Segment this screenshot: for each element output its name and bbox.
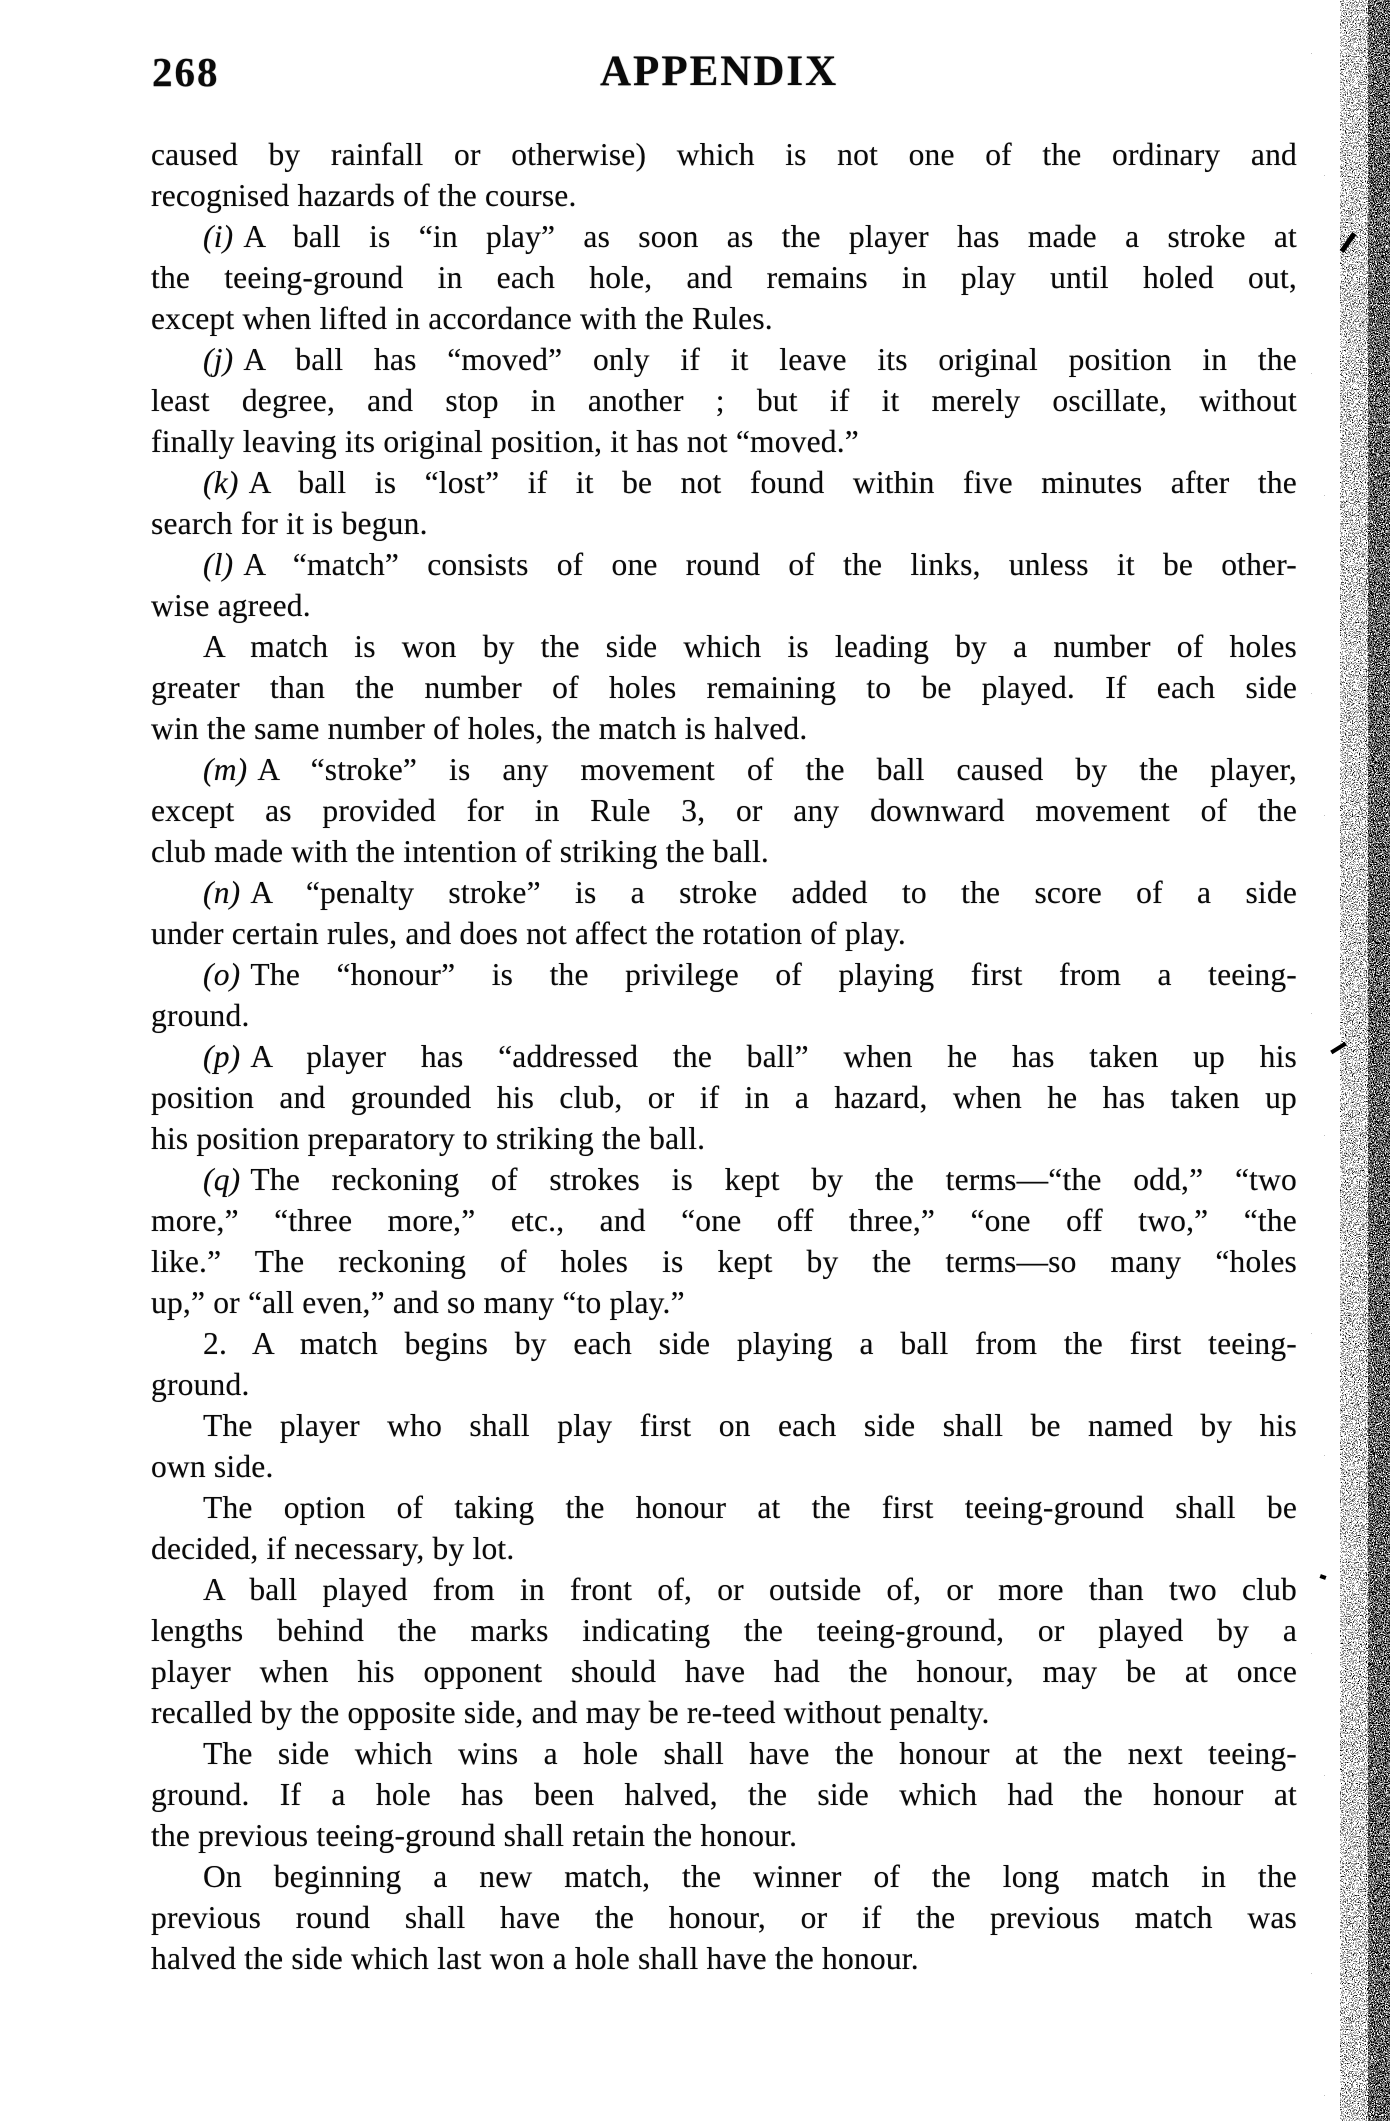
paragraph-label: (j) [203,342,234,377]
text-line: player when his opponent should have had the honour, may be at once [151,1654,1297,1689]
paragraph-label: (n) [203,875,241,910]
text-line: except when lifted in accordance with the Rules. [151,301,773,336]
line-text: A ball played from in front of, or outside of, or more than two club [203,1572,1297,1607]
text-line [151,1569,1297,1610]
text-line: ground. If a hole has been halved, the side which had the honour at [151,1777,1297,1812]
text-line: like.” The reckoning of holes is kept by the terms—so many “holes [151,1244,1297,1279]
line-text: A ball has “moved” only if it leave its original position in the [243,342,1297,377]
line-text: A player has “addressed the ball” when he has taken up his [250,1039,1297,1074]
text-line [151,544,1297,585]
line-text: A “stroke” is any movement of the ball caused by the player, [257,752,1297,787]
line-text: On beginning a new match, the winner of the long match in the [203,1859,1297,1894]
paragraph [151,749,1297,872]
text-line: ground. [151,1367,250,1402]
paragraph [151,216,1297,339]
text-line: previous round shall have the honour, or if the previous match was [151,1900,1297,1935]
line-text: A ball is “lost” if it be not found within five minutes after the [248,465,1297,500]
line-text: A match is won by the side which is leading by a number of holes [203,629,1297,664]
paragraph-label: (i) [203,219,234,254]
text-line [151,339,1297,380]
text-line: up,” or “all even,” and so many “to play.” [151,1285,685,1320]
line-text: A ball is “in play” as soon as the player has made a stroke at [243,219,1297,254]
text-line: greater than the number of holes remaining to be played. If each side [151,670,1297,705]
text-line [151,1036,1297,1077]
paragraph [151,1569,1297,1733]
paragraph-label: (p) [203,1039,241,1074]
text-line: lengths behind the marks indicating the teeing-ground, or played by a [151,1613,1297,1648]
scan-artifact [1319,1574,1326,1580]
text-line [151,1856,1297,1897]
text-line: his position preparatory to striking the ball. [151,1121,706,1156]
paragraph-label: (q) [203,1162,241,1197]
paragraph-label: (l) [203,547,234,582]
text-line: position and grounded his club, or if in a hazard, when he has taken up [151,1080,1297,1115]
text-line: recalled by the opposite side, and may be re-teed without penalty. [151,1695,990,1730]
line-text: caused by rainfall or otherwise) which is not one of the ordinary and [151,137,1297,172]
paragraph [151,134,1297,216]
text-line: wise agreed. [151,588,311,623]
text-line [151,749,1297,790]
text-line: recognised hazards of the course. [151,178,577,213]
paragraph [151,1323,1297,1405]
paragraph [151,544,1297,626]
text-line [151,462,1297,503]
text-line: more,” “three more,” etc., and “one off three,” “one off two,” “the [151,1203,1297,1238]
paragraph [151,1487,1297,1569]
paragraph-label: (o) [203,957,241,992]
text-line [151,1323,1297,1364]
line-text: The player who shall play first on each side shall be named by his [203,1408,1297,1443]
page-number: 268 [152,49,220,95]
text-line [151,1733,1297,1774]
line-text: A “penalty stroke” is a stroke added to the score of a side [250,875,1297,910]
paragraph [151,1159,1297,1323]
paragraph [151,1733,1297,1856]
line-text: The reckoning of strokes is kept by the terms—“the odd,” “two [250,1162,1297,1197]
text-line [151,1487,1297,1528]
text-line: win the same number of holes, the match is halved. [151,711,808,746]
paragraph [151,1405,1297,1487]
text-line [151,626,1297,667]
text-line: under certain rules, and does not affect the rotation of play. [151,916,907,951]
line-text: 2. A match begins by each side playing a ball from the first teeing- [203,1326,1297,1361]
text-line: finally leaving its original position, it has not “moved.” [151,424,859,459]
text-line: search for it is begun. [151,506,428,541]
text-line [151,1159,1297,1200]
paragraph [151,339,1297,462]
scan-artifact [1340,232,1357,253]
text-line: least degree, and stop in another ; but if it merely oscillate, without [151,383,1297,418]
paragraph [151,954,1297,1036]
text-line: except as provided for in Rule 3, or any downward movement of the [151,793,1297,828]
paragraph [151,1856,1297,1979]
text-line [151,954,1297,995]
text-line: decided, if necessary, by lot. [151,1531,515,1566]
page-header-title: APPENDIX [600,48,839,95]
scan-edge-noise [1310,0,1390,2121]
line-text: A “match” consists of one round of the links, unless it be other- [243,547,1297,582]
paragraph [151,626,1297,749]
text-line: club made with the intention of striking the ball. [151,834,770,869]
text-line: the previous teeing-ground shall retain the honour. [151,1818,798,1853]
paragraph-label: (k) [203,465,239,500]
line-text: The “honour” is the privilege of playing first from a teeing- [250,957,1297,992]
text-line [151,872,1297,913]
text-line [151,216,1297,257]
paragraph [151,872,1297,954]
paragraph [151,1036,1297,1159]
page-body-text [151,134,1297,1979]
text-line [151,134,1297,175]
text-line: halved the side which last won a hole shall have the honour. [151,1941,919,1976]
paragraph-label: (m) [203,752,248,787]
line-text: The side which wins a hole shall have the honour at the next teeing- [203,1736,1297,1771]
text-line: ground. [151,998,250,1033]
paragraph [151,462,1297,544]
text-line: own side. [151,1449,274,1484]
line-text: The option of taking the honour at the first teeing-ground shall be [203,1490,1297,1525]
scan-artifact [1330,1042,1347,1054]
text-line: the teeing-ground in each hole, and remains in play until holed out, [151,260,1297,295]
text-line [151,1405,1297,1446]
